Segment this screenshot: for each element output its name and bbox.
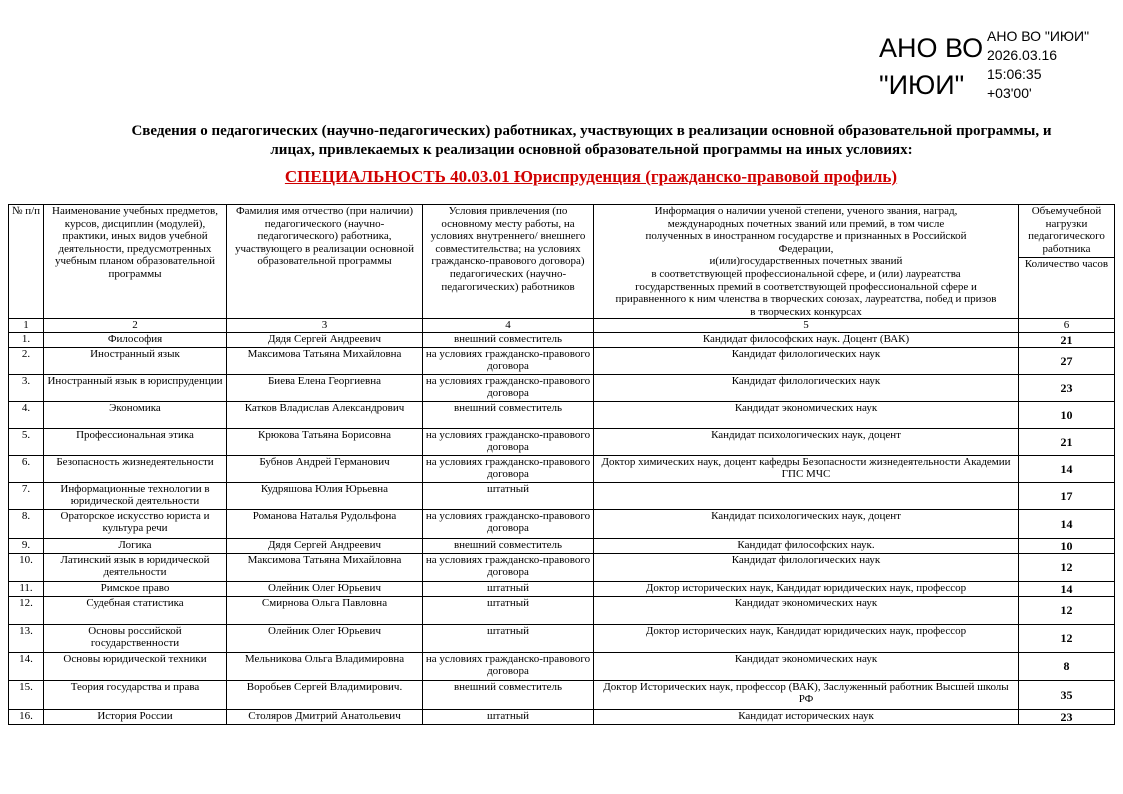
row-conditions: внешний совместитель: [423, 538, 594, 553]
title-line-1: Сведения о педагогических (научно-педагогических) работниках, участвующих в реализации основной образовательной программы, и: [131, 123, 1052, 139]
row-teacher-name: Смирнова Ольга Павловна: [227, 596, 423, 624]
row-conditions: штатный: [423, 596, 594, 624]
col-number: 2: [44, 319, 227, 333]
row-teacher-name: Крюкова Татьяна Борисовна: [227, 428, 423, 455]
row-info: [594, 482, 1019, 509]
row-conditions: на условиях гражданско-правового договора: [423, 553, 594, 581]
header-hours-top: Объемучебной нагрузки педагогического работника: [1019, 205, 1115, 258]
row-conditions: штатный: [423, 709, 594, 724]
row-teacher-name: Кудряшова Юлия Юрьевна: [227, 482, 423, 509]
col-number: 1: [9, 319, 44, 333]
row-hours: 10: [1019, 538, 1115, 553]
row-teacher-name: Биева Елена Георгиевна: [227, 374, 423, 401]
stamp-timezone: +03'00': [987, 85, 1032, 101]
row-number: 1.: [9, 332, 44, 347]
header-info-line: в соответствующей профессиональной сфере, и (или) лауреатства: [651, 267, 961, 280]
header-info-line: и(или)государственных почетных званий: [709, 255, 903, 268]
row-number: 14.: [9, 652, 44, 680]
row-conditions: штатный: [423, 482, 594, 509]
row-number: 4.: [9, 401, 44, 428]
row-teacher-name: Бубнов Андрей Германович: [227, 455, 423, 482]
row-conditions: внешний совместитель: [423, 332, 594, 347]
row-info: Кандидат философских наук.: [594, 538, 1019, 553]
row-number: 5.: [9, 428, 44, 455]
row-info: Кандидат психологических наук, доцент: [594, 428, 1019, 455]
row-conditions: на условиях гражданско-правового договора: [423, 347, 594, 374]
row-number: 11.: [9, 581, 44, 596]
document-title: [60, 122, 1123, 160]
stamp-org-small: АНО ВО "ИЮИ": [987, 28, 1090, 44]
col-number: 4: [423, 319, 594, 333]
table-row: [9, 401, 1115, 428]
col-number: 5: [594, 319, 1019, 333]
row-conditions: на условиях гражданско-правового договора: [423, 374, 594, 401]
row-teacher-name: Столяров Дмитрий Анатольевич: [227, 709, 423, 724]
table-row: [9, 332, 1115, 347]
row-info: Кандидат экономических наук: [594, 652, 1019, 680]
row-hours: 12: [1019, 553, 1115, 581]
specialty-heading: СПЕЦИАЛЬНОСТЬ 40.03.01 Юриспруденция (гражданско-правовой профиль): [284, 167, 898, 186]
row-conditions: на условиях гражданско-правового договора: [423, 652, 594, 680]
row-teacher-name: Олейник Олег Юрьевич: [227, 581, 423, 596]
row-info: Доктор исторических наук, Кандидат юридических наук, профессор: [594, 624, 1019, 652]
stamp-org-line1: АНО ВО: [879, 33, 984, 63]
row-info: Доктор Исторических наук, профессор (ВАК), Заслуженный работник Высшей школы РФ: [594, 680, 1019, 709]
row-info: Доктор исторических наук, Кандидат юридических наук, профессор: [594, 581, 1019, 596]
row-hours: 21: [1019, 428, 1115, 455]
row-number: 10.: [9, 553, 44, 581]
row-subject: Профессиональная этика: [44, 428, 227, 455]
stamp-time: 15:06:35: [987, 66, 1042, 82]
row-conditions: штатный: [423, 581, 594, 596]
header-info-line: международных почетных званий или премий, в том числе: [667, 217, 945, 230]
row-conditions: внешний совместитель: [423, 680, 594, 709]
row-subject: Судебная статистика: [44, 596, 227, 624]
row-number: 7.: [9, 482, 44, 509]
table-row: [9, 652, 1115, 680]
col-number: 6: [1019, 319, 1115, 333]
row-hours: 8: [1019, 652, 1115, 680]
table-row: [9, 374, 1115, 401]
row-hours: 23: [1019, 374, 1115, 401]
stamp-org-line2: "ИЮИ": [879, 70, 965, 100]
table-row: [9, 624, 1115, 652]
row-conditions: на условиях гражданско-правового договора: [423, 455, 594, 482]
header-name: Фамилия имя отчество (при наличии) педагогического (научно-педагогического) работника, участвующего в реализации основной образовательной программы: [227, 205, 423, 319]
row-teacher-name: Романова Наталья Рудольфона: [227, 509, 423, 538]
row-subject: Логика: [44, 538, 227, 553]
row-info: Кандидат психологических наук, доцент: [594, 509, 1019, 538]
row-number: 15.: [9, 680, 44, 709]
header-subject: Наименование учебных предметов, курсов, дисциплин (модулей), практики, иных видов учебной деятельности, предусмотренных учебным планом образовательной программы: [44, 205, 227, 319]
row-conditions: на условиях гражданско-правового договора: [423, 428, 594, 455]
header-info-line: в творческих конкурсах: [750, 305, 862, 318]
row-subject: Безопасность жизнедеятельности: [44, 455, 227, 482]
row-info: Кандидат филологических наук: [594, 347, 1019, 374]
header-info-line: Федерации,: [778, 242, 834, 255]
row-hours: 27: [1019, 347, 1115, 374]
row-hours: 14: [1019, 455, 1115, 482]
row-conditions: на условиях гражданско-правового договора: [423, 509, 594, 538]
row-hours: 14: [1019, 581, 1115, 596]
table-row: [9, 509, 1115, 538]
row-subject: Ораторское искусство юриста и культура речи: [44, 509, 227, 538]
signature-stamp-details: [987, 27, 1089, 103]
header-info: [594, 205, 1019, 319]
header-hours-bottom: Количество часов: [1019, 258, 1115, 319]
row-subject: Иностранный язык: [44, 347, 227, 374]
row-teacher-name: Максимова Татьяна Михайловна: [227, 347, 423, 374]
row-subject: Экономика: [44, 401, 227, 428]
row-subject: Теория государства и права: [44, 680, 227, 709]
row-teacher-name: Мельникова Ольга Владимировна: [227, 652, 423, 680]
row-number: 3.: [9, 374, 44, 401]
row-info: Кандидат филологических наук: [594, 374, 1019, 401]
row-subject: Информационные технологии в юридической деятельности: [44, 482, 227, 509]
row-hours: 10: [1019, 401, 1115, 428]
row-number: 9.: [9, 538, 44, 553]
row-subject: Основы российской государственности: [44, 624, 227, 652]
title-line-2: лицах, привлекаемых к реализации основной образовательной программы на иных условиях:: [270, 142, 913, 158]
table-row: [9, 538, 1115, 553]
table-row: [9, 482, 1115, 509]
row-conditions: внешний совместитель: [423, 401, 594, 428]
staff-table: [8, 204, 1115, 725]
header-info-line: государственных премий в соответствующей профессиональной сфере и: [635, 280, 977, 293]
row-teacher-name: Дядя Сергей Андреевич: [227, 332, 423, 347]
table-row: [9, 709, 1115, 724]
header-info-line: полученных в иностранном государстве и признанных в Российской: [645, 230, 967, 243]
row-info: Кандидат филологических наук: [594, 553, 1019, 581]
row-number: 12.: [9, 596, 44, 624]
row-teacher-name: Максимова Татьяна Михайловна: [227, 553, 423, 581]
row-hours: 14: [1019, 509, 1115, 538]
row-number: 16.: [9, 709, 44, 724]
table-body: [9, 332, 1115, 724]
row-subject: Латинский язык в юридической деятельности: [44, 553, 227, 581]
row-info: Кандидат исторических наук: [594, 709, 1019, 724]
row-info: Кандидат экономических наук: [594, 401, 1019, 428]
row-hours: 23: [1019, 709, 1115, 724]
table-row: [9, 596, 1115, 624]
row-subject: Иностранный язык в юриспруденции: [44, 374, 227, 401]
table-row: [9, 428, 1115, 455]
signature-stamp-org: [879, 30, 983, 104]
stamp-date: 2026.03.16: [987, 47, 1058, 63]
col-number: 3: [227, 319, 423, 333]
table-row: [9, 553, 1115, 581]
row-teacher-name: Катков Владислав Александрович: [227, 401, 423, 428]
row-teacher-name: Олейник Олег Юрьевич: [227, 624, 423, 652]
row-conditions: штатный: [423, 624, 594, 652]
row-subject: Основы юридической техники: [44, 652, 227, 680]
table-row: [9, 455, 1115, 482]
header-conditions: Условия привлечения (по основному месту работы, на условиях внутреннего/ внешнего совместительства; на условиях гражданско-правового договора) педагогических (научно-педагогических) работников: [423, 205, 594, 319]
table-row: [9, 680, 1115, 709]
header-info-line: Информация о наличии ученой степени, ученого звания, наград,: [654, 205, 958, 217]
header-info-line: приравненного к ним членства в творческих союзах, лауреатства, побед и призов: [615, 293, 997, 306]
row-number: 13.: [9, 624, 44, 652]
table-row: [9, 581, 1115, 596]
row-hours: 12: [1019, 596, 1115, 624]
row-teacher-name: Дядя Сергей Андреевич: [227, 538, 423, 553]
row-number: 6.: [9, 455, 44, 482]
row-teacher-name: Воробьев Сергей Владимирович.: [227, 680, 423, 709]
row-info: Доктор химических наук, доцент кафедры Безопасности жизнедеятельности Академии ГПС МЧС: [594, 455, 1019, 482]
row-subject: Римское право: [44, 581, 227, 596]
row-number: 2.: [9, 347, 44, 374]
table-header-row: [9, 205, 1115, 258]
row-subject: История России: [44, 709, 227, 724]
row-info: Кандидат философских наук. Доцент (ВАК): [594, 332, 1019, 347]
row-info: Кандидат экономических наук: [594, 596, 1019, 624]
row-number: 8.: [9, 509, 44, 538]
row-hours: 35: [1019, 680, 1115, 709]
column-number-row: [9, 319, 1115, 333]
row-subject: Философия: [44, 332, 227, 347]
table-row: [9, 347, 1115, 374]
row-hours: 12: [1019, 624, 1115, 652]
header-num: № п/п: [9, 205, 44, 319]
row-hours: 21: [1019, 332, 1115, 347]
row-hours: 17: [1019, 482, 1115, 509]
